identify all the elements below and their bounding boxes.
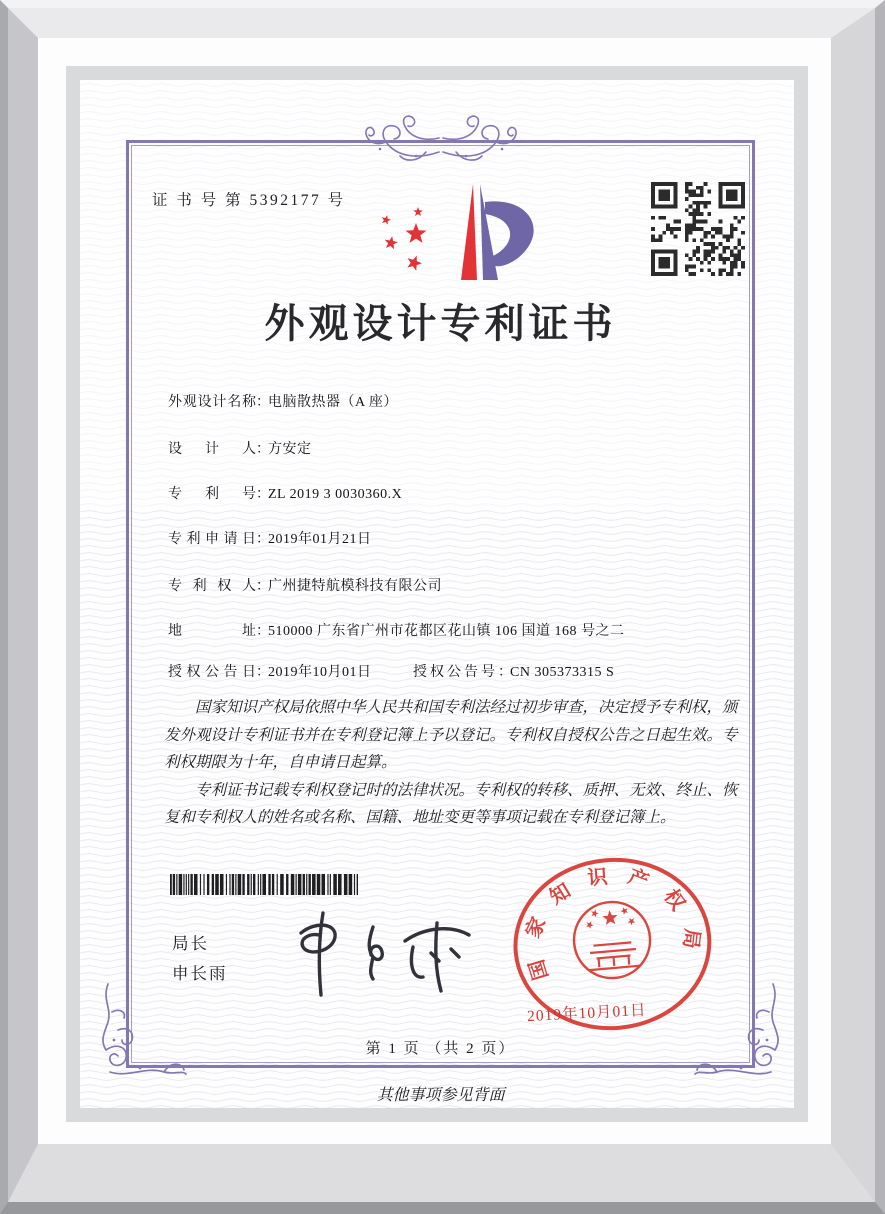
field-value: CN 305373315 S xyxy=(510,665,615,680)
field-value: 2019年10月01日 xyxy=(268,665,372,680)
field-value: ZL 2019 3 0030360.X xyxy=(268,487,403,502)
field-row-design-name: 外观设计名称：电脑散热器（A 座） xyxy=(168,391,398,411)
legal-paragraph-2: 专利证书记载专利权登记时的法律状况。专利权的转移、质押、无效、终止、恢复和专利权人的姓名或名称、国籍、地址变更等事项记载在专利登记簿上。 xyxy=(164,780,738,826)
field-row-grant-date: 授权公告日：2019年10月01日 授权公告号：CN 305373315 S xyxy=(168,661,372,681)
field-value: 电脑散热器（A 座） xyxy=(268,395,398,410)
logo-stars xyxy=(382,207,427,271)
field-label: 设计人 xyxy=(168,442,256,457)
field-row-designer: 设计人：方安定 xyxy=(168,438,312,458)
field-value: 方安定 xyxy=(268,442,312,457)
field-row-address: 地址：510000 广东省广州市花都区花山镇 106 国道 168 号之二 xyxy=(168,620,625,640)
field-label: 专利申请日 xyxy=(168,532,256,547)
field-row-patent-no: 专利号：ZL 2019 3 0030360.X xyxy=(168,483,402,503)
certificate-number: 证 书 号 第 5392177 号 xyxy=(152,192,346,209)
field-label: 专利权人 xyxy=(168,579,256,594)
field-value: 广州捷特航模科技有限公司 xyxy=(268,579,442,594)
bottom-left-flourish-ornament xyxy=(98,982,190,1080)
top-flourish-ornament xyxy=(356,112,526,164)
signer-name: 申长雨 xyxy=(172,964,228,983)
logo-red-wedge xyxy=(461,184,477,280)
seal-text: 国家知识产权局 xyxy=(520,864,703,983)
seal-date: 2019年10月01日 xyxy=(526,1001,647,1026)
field-label: 外观设计名称 xyxy=(168,395,256,410)
legal-paragraph-1: 国家知识产权局依照中华人民共和国专利法经过初步审查，决定授予专利权，颁发外观设计专利证书并在专利登记簿上予以登记。专利权自授权公告之日起生效。专利权期限为十年，自申请日起算。 xyxy=(164,698,738,771)
seal-emblem-stars xyxy=(585,906,636,929)
cnipa-logo-icon xyxy=(358,180,538,298)
see-back-note: 其他事项参见背面 xyxy=(376,1085,505,1104)
handwritten-signature xyxy=(285,903,495,1003)
field-label: 专利号 xyxy=(168,487,256,502)
signer-title: 局长 xyxy=(172,934,209,953)
certificate-title: 外观设计专利证书 xyxy=(264,301,617,346)
field-grant-announcement-no: 授权公告号：CN 305373315 S xyxy=(413,665,615,680)
field-row-patentee: 专利权人：广州捷特航模科技有限公司 xyxy=(168,575,442,595)
legal-text xyxy=(164,694,742,832)
logo-p-bowl xyxy=(485,201,534,266)
field-row-filing-date: 专利申请日：2019年01月21日 xyxy=(168,528,372,548)
field-value: 2019年01月21日 xyxy=(268,532,372,547)
qr-code xyxy=(651,182,745,276)
barcode xyxy=(170,874,358,895)
field-label: 授权公告号 xyxy=(413,665,498,680)
field-label: 授权公告日 xyxy=(168,665,256,680)
field-label: 地址 xyxy=(168,624,256,639)
page-number-note: 第 1 页 （共 2 页） xyxy=(365,1041,516,1057)
field-value: 510000 广东省广州市花都区花山镇 106 国道 168 号之二 xyxy=(268,624,625,639)
seal-emblem-gate xyxy=(587,942,639,970)
